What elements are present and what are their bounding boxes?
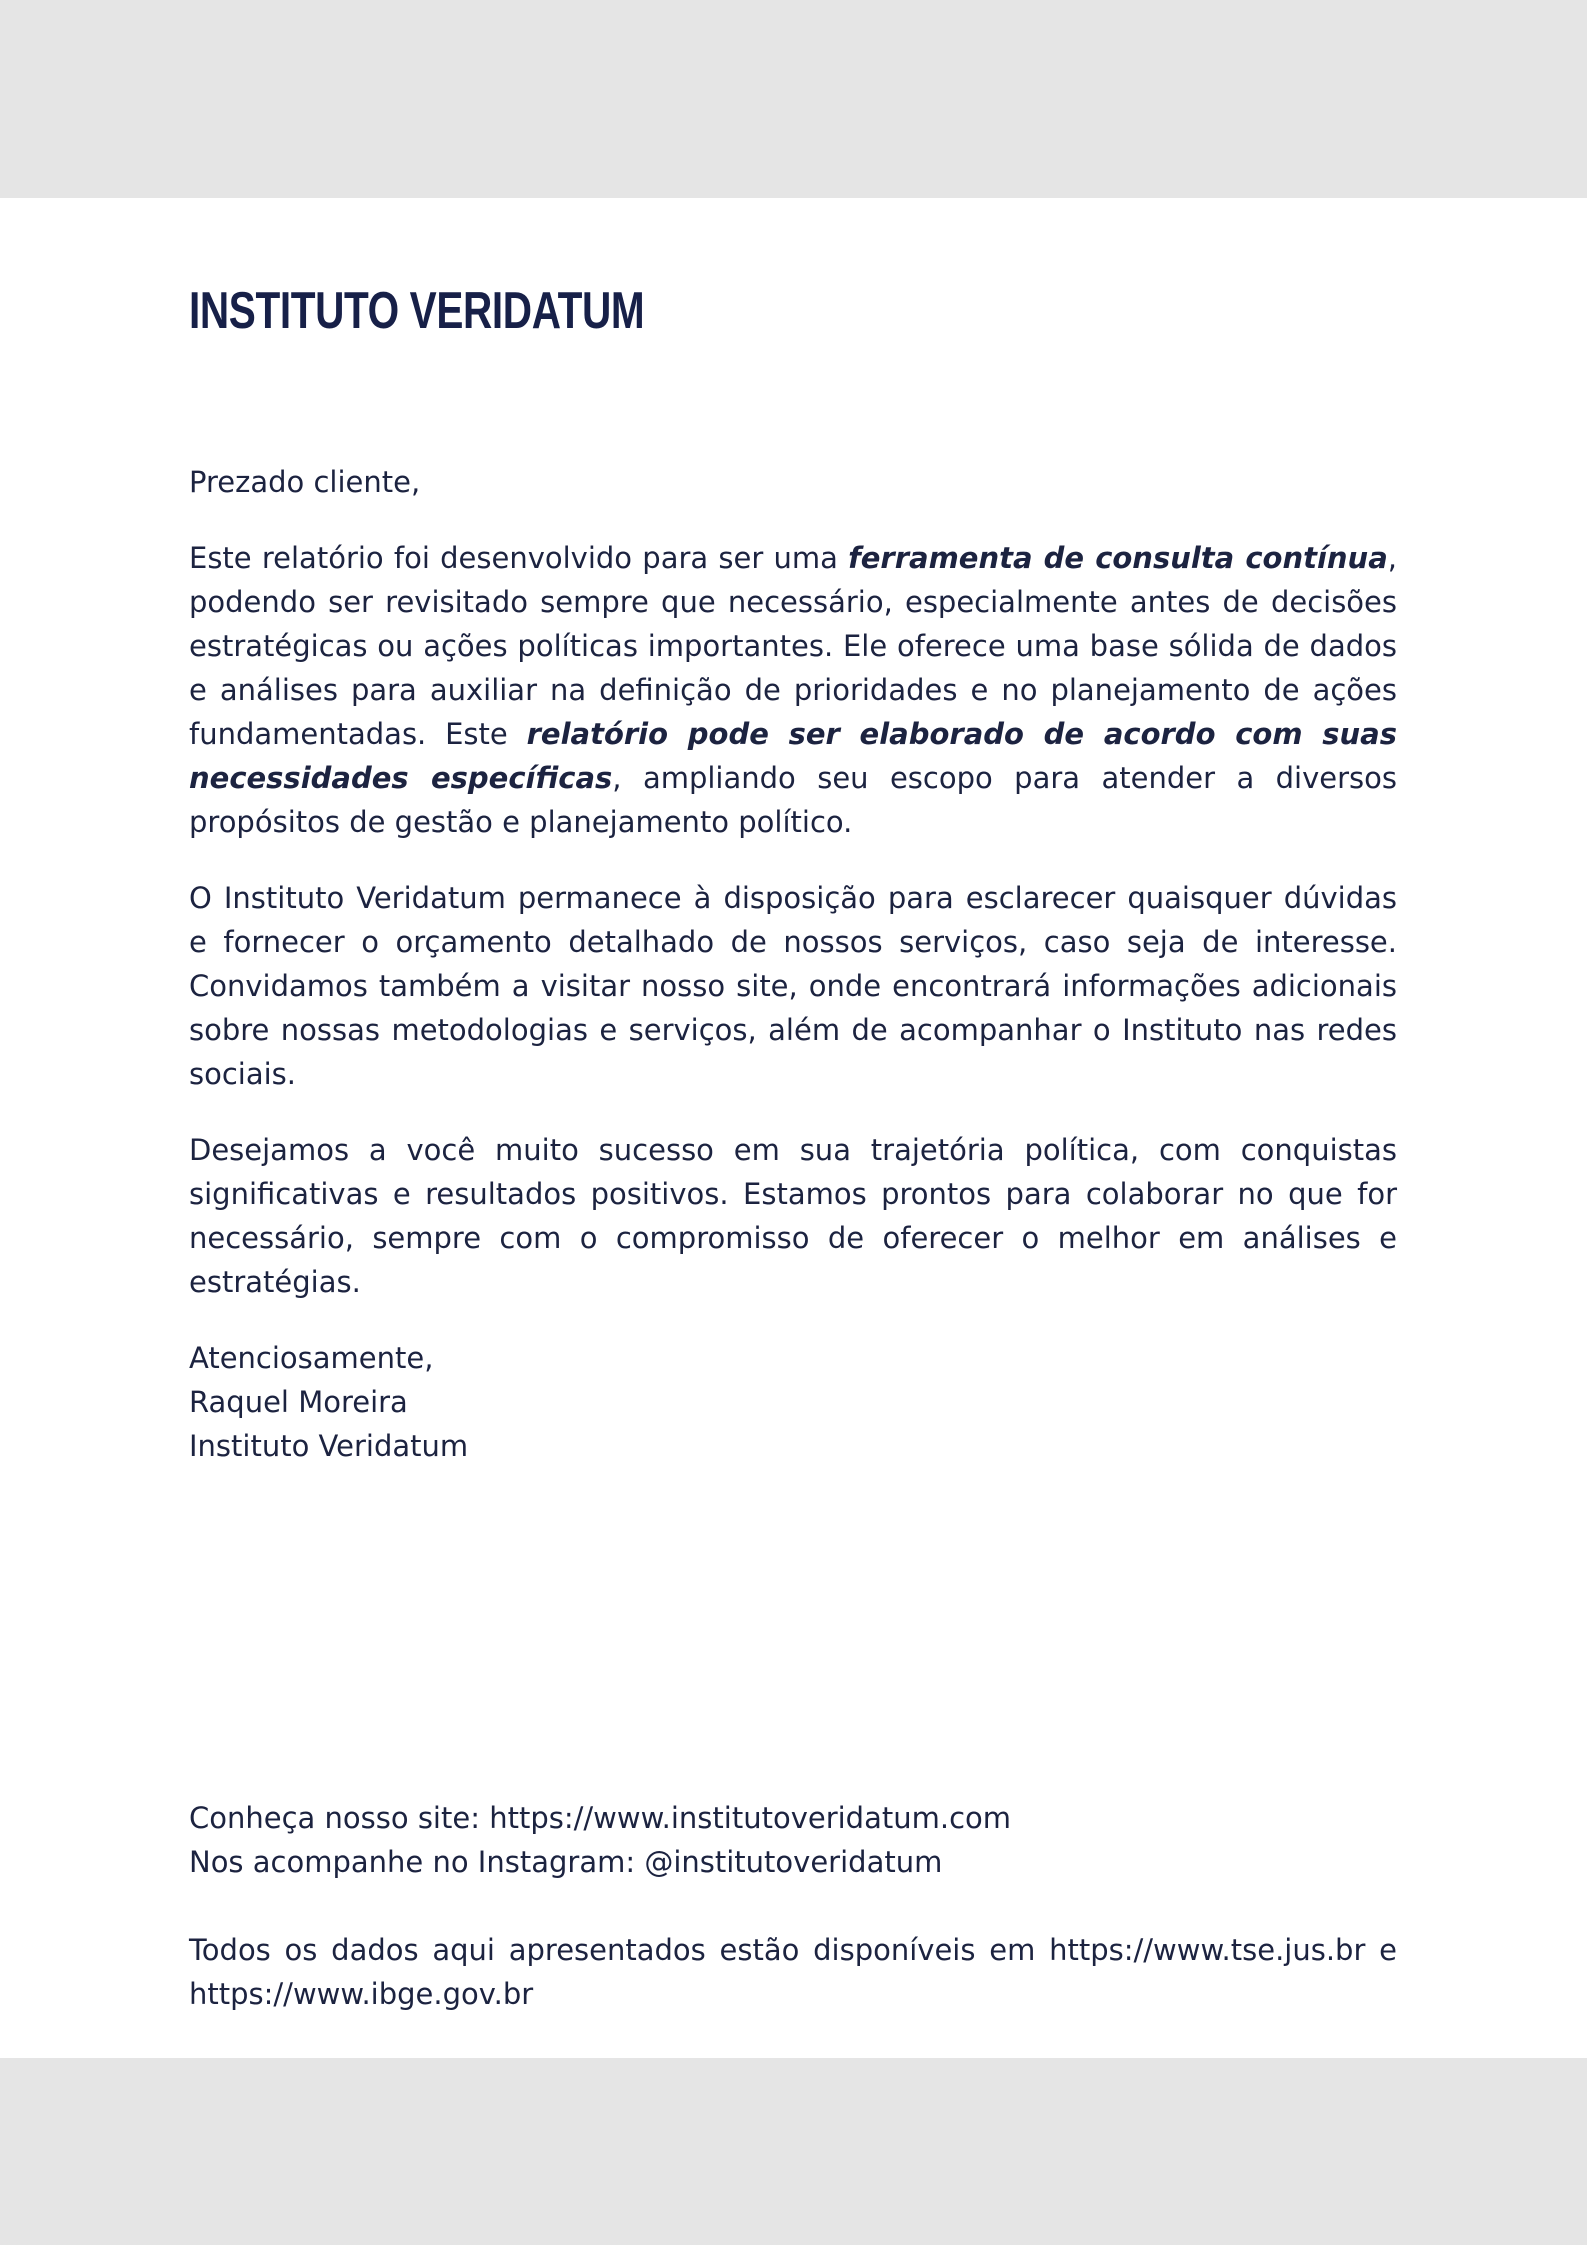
- salutation: Prezado cliente,: [189, 465, 421, 499]
- page-title: INSTITUTO VERIDATUM: [189, 282, 645, 340]
- paragraph-availability: O Instituto Veridatum permanece à disposição para esclarecer quaisquer dúvidas e fornecer o orçamento detalhado de nossos serviços, caso seja de interesse. Convidamos também a visitar nosso site, onde encontrará informações adicionais sobre nossas metodologias e serviços, além de acompanhar o Instituto nas redes sociais.: [189, 881, 1397, 1091]
- footer-site: Conheça nosso site: https://www.institutoveridatum.com: [189, 1801, 1012, 1835]
- signature-organization: Instituto Veridatum: [189, 1429, 469, 1463]
- paragraph-report-purpose: [189, 536, 1397, 844]
- paragraph-1-emphasis-a: ferramenta de consulta contínua: [848, 541, 1388, 575]
- letter-body: [189, 460, 1397, 1468]
- paragraph-1-text-b: , podendo ser revisitado sempre que necessário, especialmente antes de decisões estratégicas ou ações políticas importantes. Ele oferece uma base sólida de dados e análises para auxiliar na definição de prioridades e no planejamento de ações fundamentadas. Este: [189, 541, 1397, 751]
- footer-info: [189, 1796, 1397, 2016]
- signature-block: [189, 1336, 1397, 1468]
- bottom-gray-band: [0, 2058, 1587, 2245]
- signature-closing: Atenciosamente,: [189, 1341, 434, 1375]
- paragraph-1-text-c: , ampliando seu escopo para atender a diversos propósitos de gestão e planejamento político.: [189, 761, 1397, 839]
- paragraph-1-emphasis-b: relatório pode ser elaborado de acordo com suas necessidades específicas: [189, 717, 1397, 795]
- footer-instagram: Nos acompanhe no Instagram: @institutoveridatum: [189, 1845, 943, 1879]
- top-gray-band: [0, 0, 1587, 198]
- paragraph-wishes: Desejamos a você muito sucesso em sua trajetória política, com conquistas significativas e resultados positivos. Estamos prontos para colaborar no que for necessário, sempre com o compromisso de oferecer o melhor em análises e estratégias.: [189, 1133, 1397, 1299]
- footer-data-sources: Todos os dados aqui apresentados estão disponíveis em https://www.tse.jus.br e https://www.ibge.gov.br: [189, 1933, 1397, 2011]
- paragraph-1-text-a: Este relatório foi desenvolvido para ser uma: [189, 541, 849, 575]
- signature-name: Raquel Moreira: [189, 1385, 408, 1419]
